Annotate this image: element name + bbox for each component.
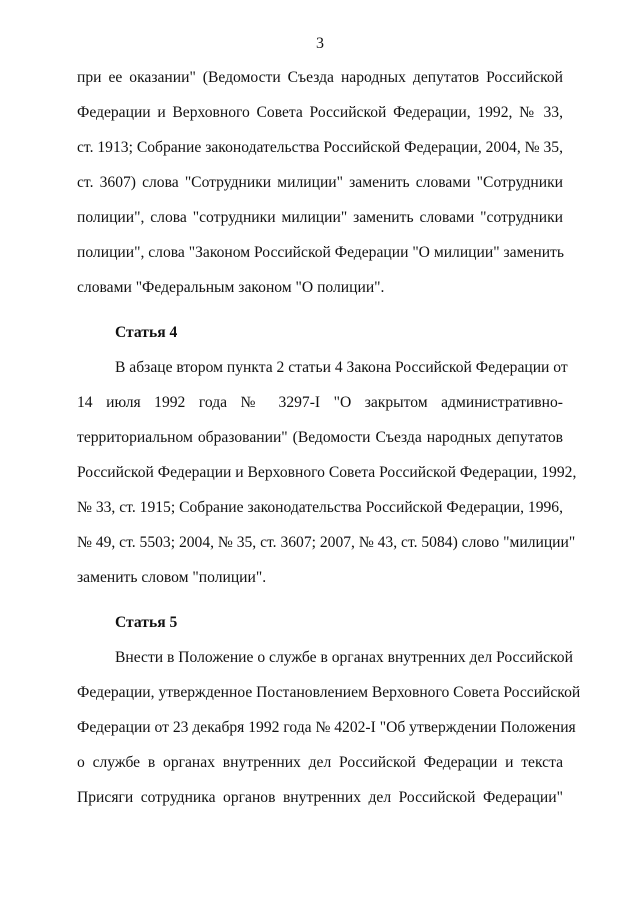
text-line: словами "Федеральным законом "О полиции". bbox=[77, 279, 385, 296]
text-line: Присяги сотрудника органов внутренних дел Российской Федерации" bbox=[77, 789, 563, 806]
text-line: № 33, ст. 1915; Собрание законодательства Российской Федерации, 1996, bbox=[77, 499, 563, 516]
text-line: ст. 3607) слова "Сотрудники милиции" заменить словами "Сотрудники bbox=[77, 174, 563, 191]
text-line: Федерации и Верховного Совета Российской Федерации, 1992, № 33, bbox=[77, 104, 563, 121]
text-line: при ее оказании" (Ведомости Съезда народных депутатов Российской bbox=[77, 69, 563, 86]
text-line: полиции", слова "сотрудники милиции" заменить словами "сотрудники bbox=[77, 209, 563, 226]
text-line: Российской Федерации и Верховного Совета Российской Федерации, 1992, bbox=[77, 464, 577, 481]
article-5-heading: Статья 5 bbox=[115, 614, 178, 631]
text-line: № 49, ст. 5503; 2004, № 35, ст. 3607; 2007, № 43, ст. 5084) слово "милиции" bbox=[77, 534, 576, 551]
text-line: В абзаце втором пункта 2 статьи 4 Закона Российской Федерации от bbox=[115, 359, 568, 376]
text-line: заменить словом "полиции". bbox=[77, 569, 267, 586]
text-line: Федерации от 23 декабря 1992 года № 4202-I "Об утверждении Положения bbox=[77, 719, 576, 736]
article-4-heading: Статья 4 bbox=[115, 324, 178, 341]
text-line: ст. 1913; Собрание законодательства Российской Федерации, 2004, № 35, bbox=[77, 139, 563, 156]
text-line: территориальном образовании" (Ведомости Съезда народных депутатов bbox=[77, 429, 563, 446]
page-number: 3 bbox=[316, 35, 324, 52]
text-line: о службе в органах внутренних дел Российской Федерации и текста bbox=[77, 754, 563, 771]
text-line: Внести в Положение о службе в органах внутренних дел Российской bbox=[115, 649, 573, 666]
text-line: Федерации, утвержденное Постановлением Верховного Совета Российской bbox=[77, 684, 581, 701]
text-line: 14 июля 1992 года № 3297-I "О закрытом административно- bbox=[77, 394, 563, 411]
text-line: полиции", слова "Законом Российской Федерации "О милиции" заменить bbox=[77, 244, 564, 261]
